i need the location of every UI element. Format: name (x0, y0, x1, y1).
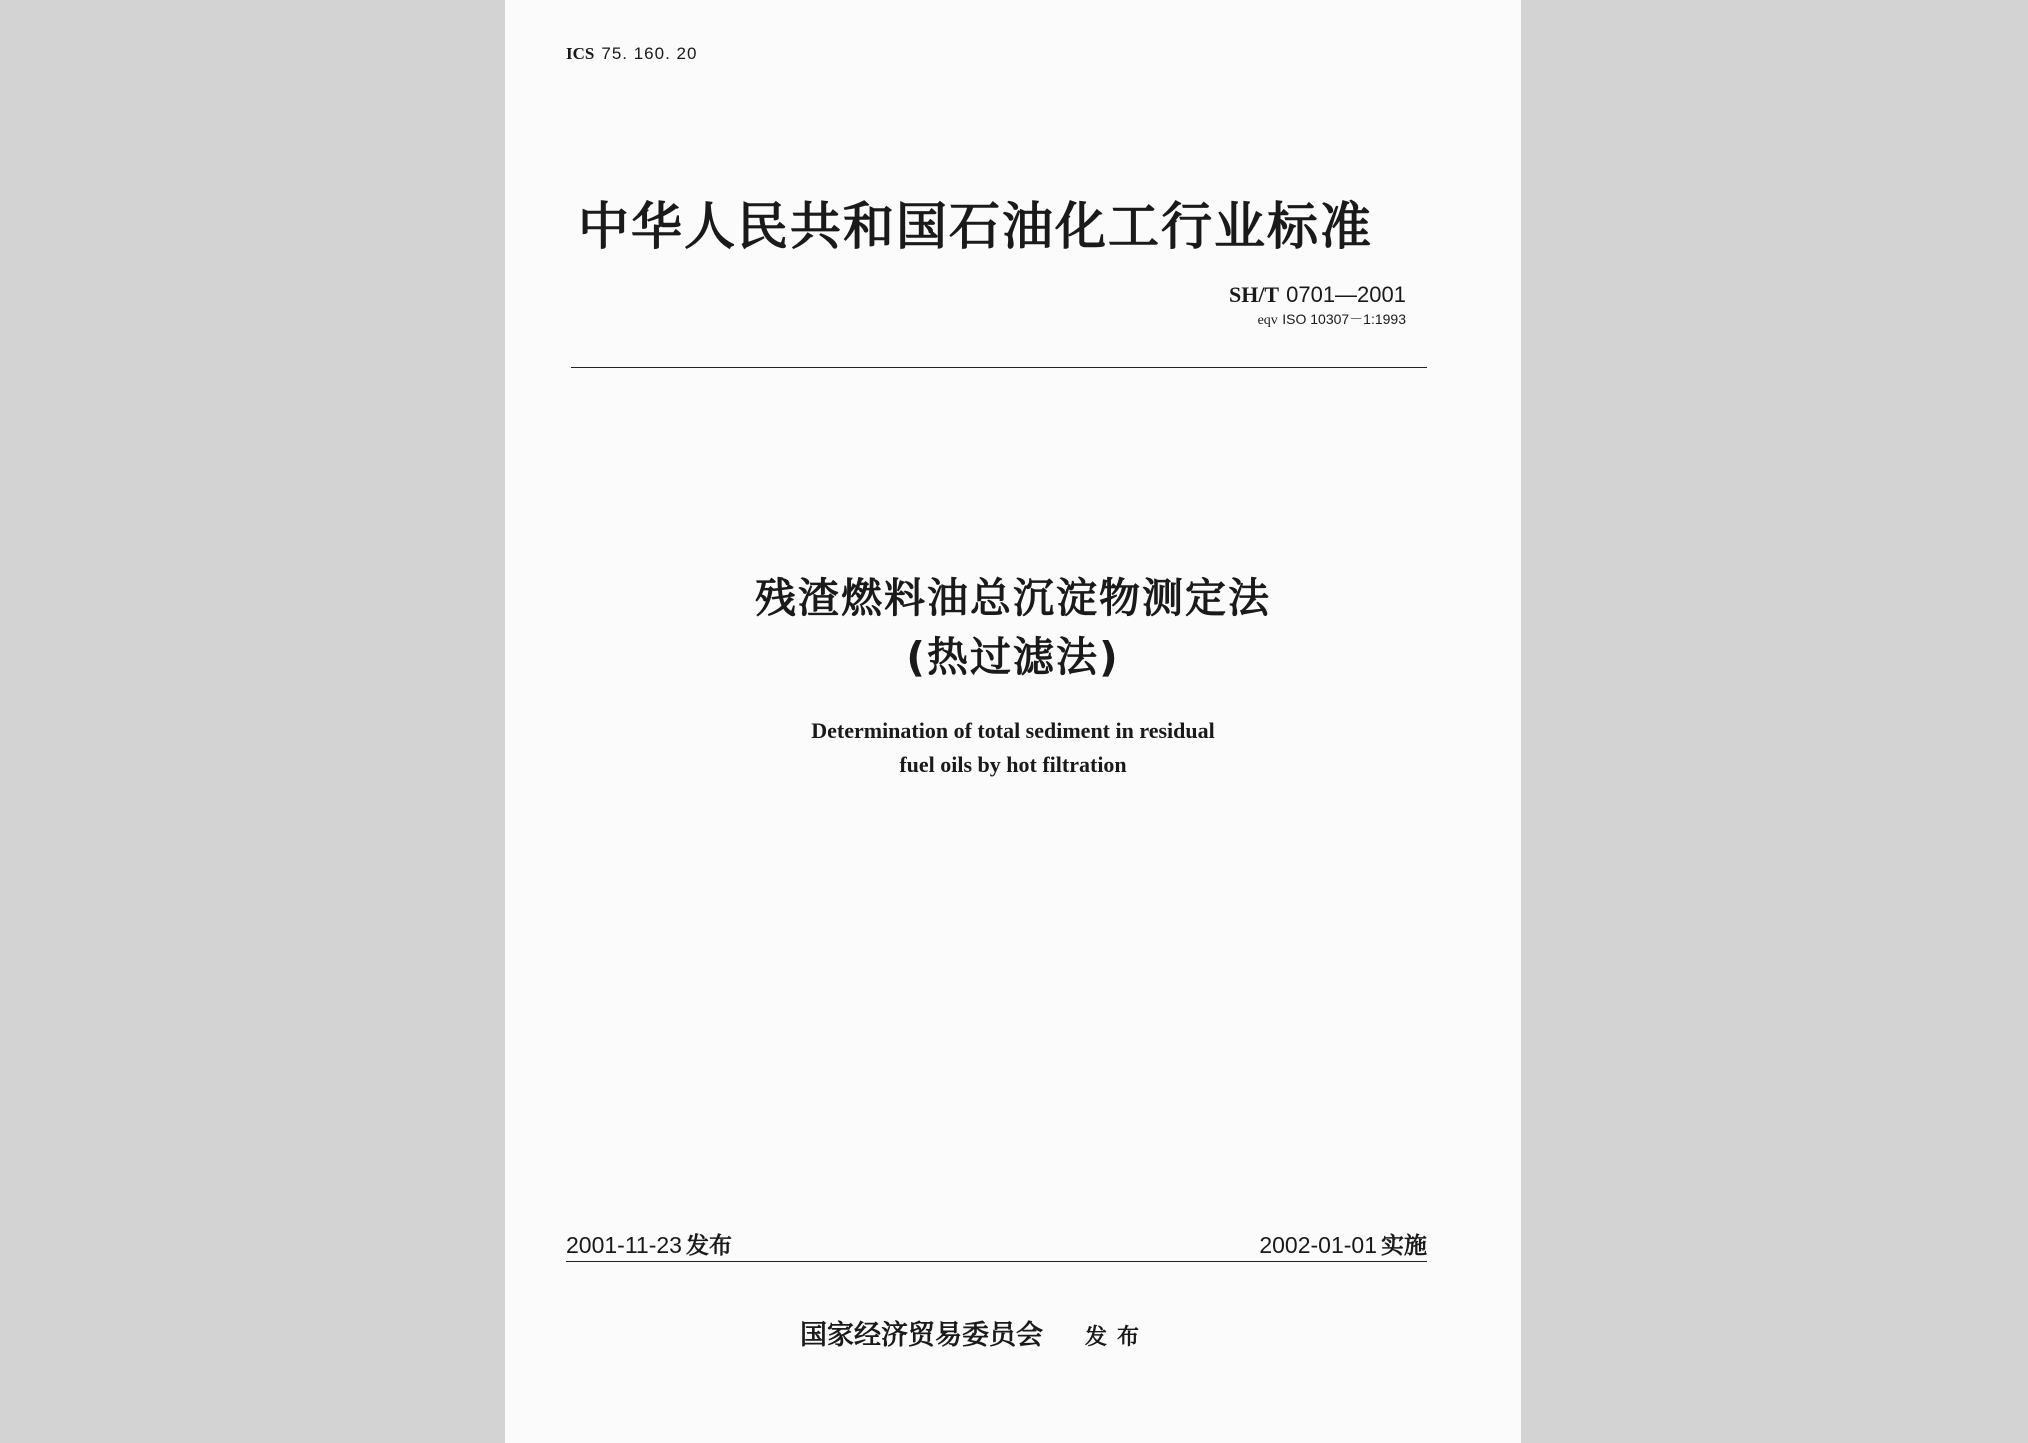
footer-divider (566, 1261, 1427, 1262)
effective-date-value: 2002-01-01 (1259, 1232, 1377, 1258)
ics-classification (566, 44, 697, 64)
title-cn-line1: 残渣燃料油总沉淀物测定法 (755, 574, 1271, 622)
publisher (800, 1313, 1149, 1352)
standard-title: 中华人民共和国石油化工行业标准 (578, 198, 1374, 257)
publisher-name: 国家经济贸易委员会 (800, 1320, 1043, 1351)
title-en-line2: fuel oils by hot filtration (899, 752, 1127, 777)
document-page (505, 0, 1521, 1443)
equivalence-reference (1229, 309, 1406, 329)
issue-date-label: 发布 (685, 1233, 732, 1259)
standard-code-block (1229, 282, 1406, 329)
ics-label: ICS (566, 44, 595, 63)
equivalence-number: ISO 10307－1:1993 (1282, 311, 1406, 327)
standard-code-prefix: SH/T (1228, 282, 1280, 307)
header-divider (571, 367, 1427, 368)
standard-code (1229, 282, 1406, 308)
title-en-line1: Determination of total sediment in residual (811, 718, 1215, 743)
standard-code-number: 0701—2001 (1286, 282, 1406, 307)
effective-date (1259, 1227, 1427, 1260)
title-cn-line2: (热过滤法) (906, 633, 1120, 681)
ics-number: 75. 160. 20 (601, 44, 698, 63)
publisher-action: 发布 (1085, 1325, 1150, 1350)
issue-date (566, 1227, 732, 1260)
dates-row (566, 1227, 1427, 1257)
effective-date-label: 实施 (1381, 1233, 1427, 1259)
equivalence-prefix: eqv (1257, 313, 1278, 328)
issue-date-value: 2001-11-23 (566, 1232, 682, 1258)
